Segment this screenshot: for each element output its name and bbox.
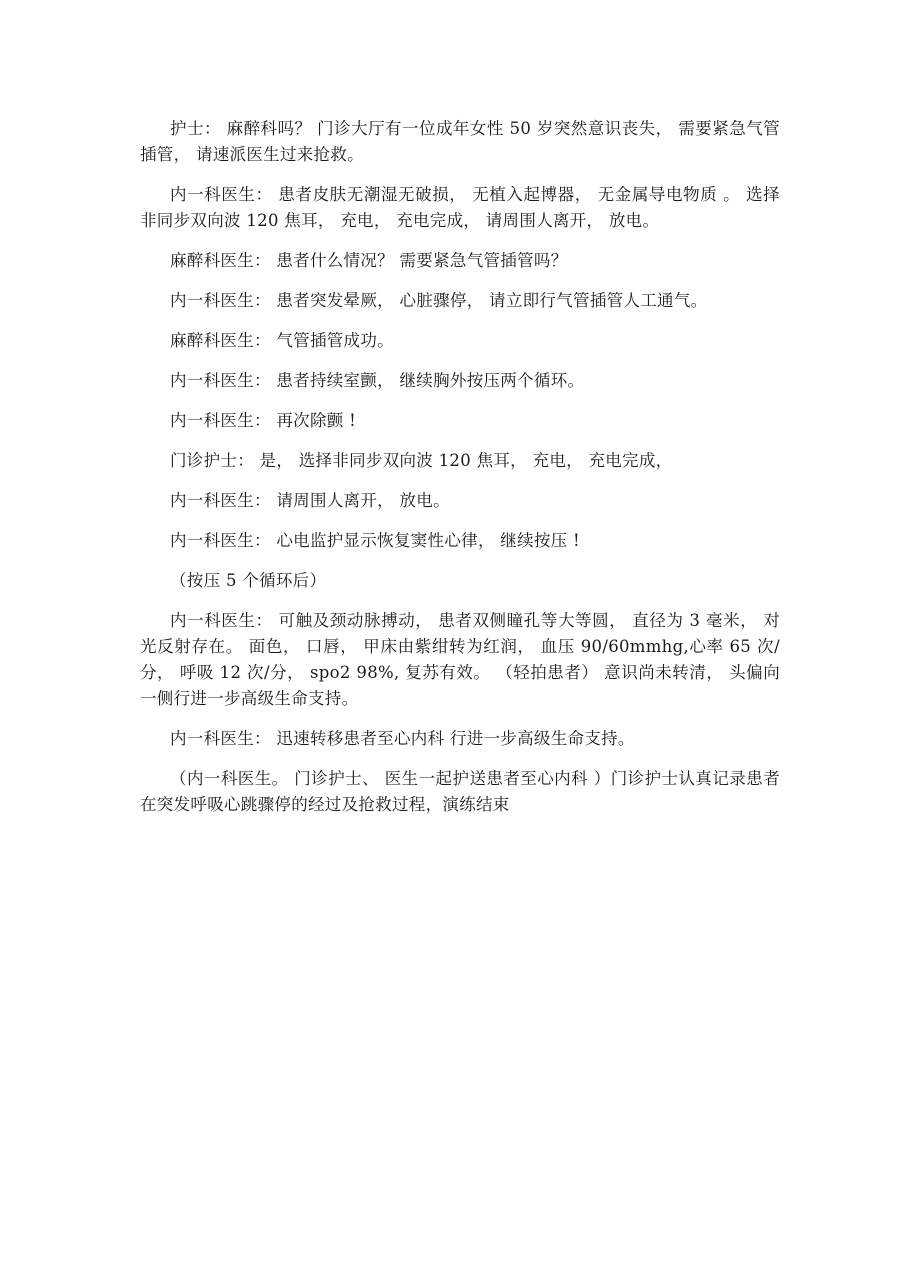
paragraph-discharge: 内一科医生： 请周围人离开， 放电。 [170, 491, 450, 510]
paragraph-after-cycles: （按压 5 个循环后） [170, 571, 327, 590]
paragraph-transfer: 内一科医生： 迅速转移患者至心内科 行进一步高级生命支持。 [170, 729, 635, 748]
paragraph-intubation-success: 麻醉科医生： 气管插管成功。 [170, 331, 394, 350]
paragraph-nurse-call: 护士： 麻醉科吗？ 门诊大厅有一位成年女性 50 岁突然意识丧失， 需要紧急气管插管， 请速派医生过来抢救。 [140, 119, 780, 164]
document-body [140, 116, 780, 832]
paragraph-recovery-assessment: 内一科医生： 可触及颈动脉搏动， 患者双侧瞳孔等大等圆， 直径为 3 毫米， 对光反射存在。 面色， 口唇， 甲床由紫绀转为红润， 血压 90/60mmhg,心率 65 次/分， 呼吸 12 次/分， spo2 98%, 复苏有效。 （轻拍患者） 意识尚未转清， 头偏向一侧行进一步高级生命支持。 [140, 611, 780, 708]
paragraph-defib-prep: 内一科医生： 患者皮肤无潮湿无破损， 无植入起博器， 无金属导电物质 。 选择非同步双向波 120 焦耳， 充电， 充电完成， 请周围人离开， 放电。 [140, 185, 780, 230]
paragraph-anesthesia-question: 麻醉科医生： 患者什么情况？ 需要紧急气管插管吗？ [170, 251, 568, 270]
paragraph-sinus-rhythm: 内一科医生： 心电监护显示恢复窦性心律， 继续按压 ! [170, 531, 580, 550]
paragraph-persistent-vf: 内一科医生： 患者持续室颤， 继续胸外按压两个循环。 [170, 371, 585, 390]
paragraph-intubation-order: 内一科医生： 患者突发晕厥， 心脏骤停， 请立即行气管插管人工通气。 [170, 291, 708, 310]
paragraph-nurse-charge: 门诊护士： 是， 选择非同步双向波 120 焦耳， 充电， 充电完成， [170, 451, 673, 470]
paragraph-conclusion: （内一科医生。 门诊护士、 医生一起护送患者至心内科 ）门诊护士认真记录患者在突发呼吸心跳骤停的经过及抢救过程，演练结束 [140, 769, 780, 814]
paragraph-redefib: 内一科医生： 再次除颤 ! [170, 411, 357, 430]
